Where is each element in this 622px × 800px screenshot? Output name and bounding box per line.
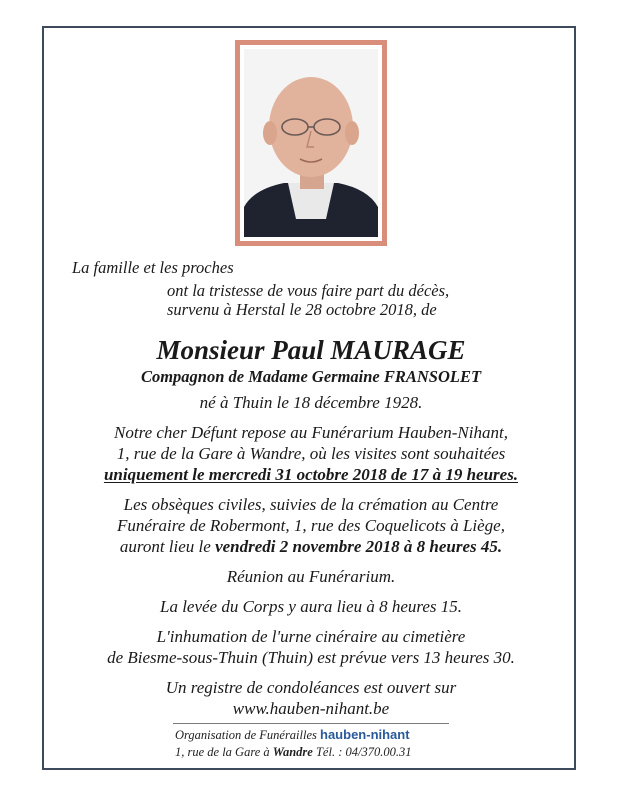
intro-line-3: survenu à Herstal le 28 octobre 2018, de [167, 300, 437, 319]
footer-address-prefix: 1, rue de la Gare à [175, 745, 273, 759]
birth-line: né à Thuin le 18 décembre 1928. [199, 393, 423, 412]
register-url[interactable]: www.hauben-nihant.be [232, 699, 390, 718]
levee-line: La levée du Corps y aura lieu à 8 heures 15. [159, 597, 463, 616]
urn-paragraph [0, 626, 622, 668]
register-line-1: Un registre de condoléances est ouvert sur [165, 678, 457, 697]
urn-line-2: de Biesme-sous-Thuin (Thuin) est prévue vers 13 heures 30. [107, 648, 515, 667]
footer-divider [173, 723, 449, 724]
footer-address-town: Wandre [272, 745, 313, 759]
intro-line-1: La famille et les proches [72, 258, 234, 277]
meeting-line: Réunion au Funérarium. [226, 567, 396, 586]
footer-organisation [175, 727, 410, 743]
intro-line-2: ont la tristesse de vous faire part du décès, [167, 281, 450, 300]
footer-org-prefix: Organisation de Funérailles [175, 728, 321, 742]
portrait-image [244, 49, 378, 237]
funeral-line-3-prefix: auront lieu le [119, 537, 216, 556]
funeral-line-2: Funéraire de Robermont, 1, rue des Coquelicots à Liège, [117, 516, 505, 535]
portrait-photo [244, 49, 378, 237]
funeral-paragraph [0, 494, 622, 557]
visiting-hours: uniquement le mercredi 31 octobre 2018 de 17 à 19 heures. [103, 465, 519, 484]
brand-logo: hauben-nihant [320, 727, 410, 742]
deceased-name: Monsieur Paul MAURAGE [156, 335, 466, 365]
funeral-line-1: Les obsèques civiles, suivies de la crémation au Centre [123, 495, 499, 514]
funeral-line-3 [0, 536, 622, 557]
portrait-frame [235, 40, 387, 246]
footer-address [175, 744, 411, 760]
funeral-date: vendredi 2 novembre 2018 à 8 heures 45. [215, 537, 503, 556]
rest-line-1: Notre cher Défunt repose au Funérarium Hauben-Nihant, [114, 423, 508, 442]
register-paragraph [0, 677, 622, 719]
footer-phone: Tél. : 04/370.00.31 [312, 745, 412, 759]
rest-paragraph [0, 422, 622, 485]
rest-line-2: 1, rue de la Gare à Wandre, où les visites sont souhaitées [116, 444, 506, 463]
companion-line: Compagnon de Madame Germaine FRANSOLET [140, 367, 482, 386]
urn-line-1: L'inhumation de l'urne cinéraire au cimetière [156, 627, 466, 646]
